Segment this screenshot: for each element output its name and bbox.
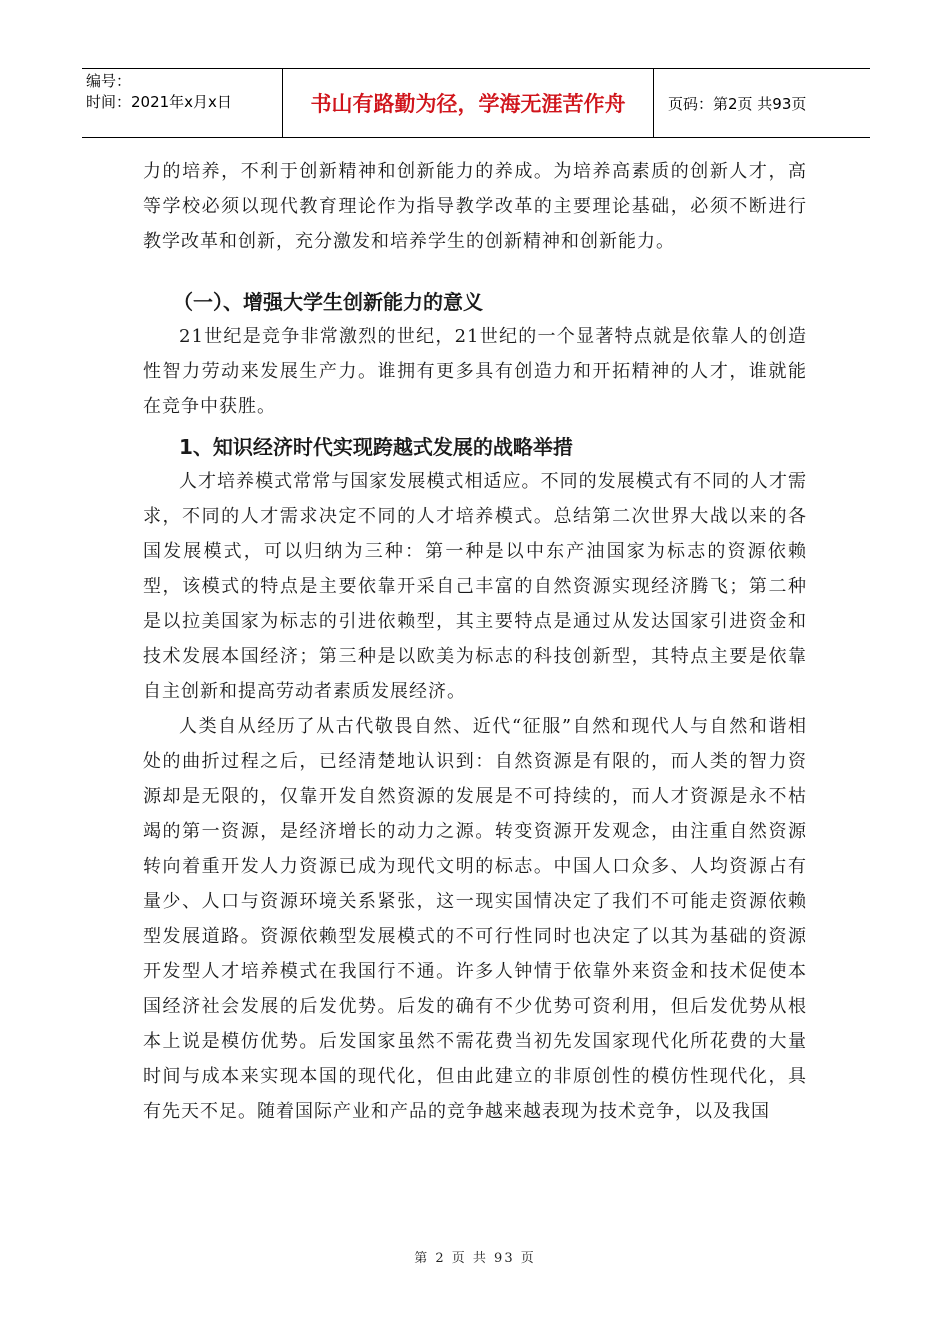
header-motto: 书山有路勤为径，学海无涯苦作舟 (282, 69, 654, 137)
paragraph-human-resources: 人类自从经历了从古代敬畏自然、近代“征服”自然和现代人与自然和谐相处的曲折过程之后，已经清楚地认识到：自然资源是有限的，而人类的智力资源却是无限的，仅靠开发自然资源的发展是不可持续的，而人才资源是永不枯竭的第一资源，是经济增长的动力之源。转变资源开发观念，由注重自然资源转向着重开发人力资源已成为现代文明的标志。中国人口众多、人均资源占有量少、人口与资源环境关系紧张，这一现实国情决定了我们不可能走资源依赖型发展道路。资源依赖型发展模式的不可行性同时也决定了以其为基础的资源开发型人才培养模式在我国行不通。许多人钟情于依靠外来资金和技术促使本国经济社会发展的后发优势。后发的确有不少优势可资利用，但后发优势从根本上说是模仿优势。后发国家虽然不需花费当初先发国家现代化所花费的大量时间与成本来实现本国的现代化，但由此建立的非原创性的模仿性现代化，具有先天不足。随着国际产业和产品的竞争越来越表现为技术竞争，以及我国 (143, 716, 807, 1122)
paragraph-development-models: 人才培养模式常常与国家发展模式相适应。不同的发展模式有不同的人才需求，不同的人才需求决定不同的人才培养模式。总结第二次世界大战以来的各国发展模式，可以归纳为三种：第一种是以中东产油国家为标志的资源依赖型，该模式的特点是主要依靠开采自己丰富的自然资源实现经济腾飞；第二种是以拉美国家为标志的引进依赖型，其主要特点是通过从发达国家引进资金和技术发展本国经济；第三种是以欧美为标志的科技创新型，其特点主要是依靠自主创新和提高劳动者素质发展经济。 (143, 471, 807, 702)
section-heading-significance: （一）、增强大学生创新能力的意义 (173, 290, 483, 314)
subsection-heading-strategy: 1、知识经济时代实现跨越式发展的战略举措 (179, 435, 573, 459)
document-number-label: 编号： (86, 72, 132, 90)
header-meta (82, 69, 282, 137)
paragraph-continued: 力的培养，不利于创新精神和创新能力的养成。为培养高素质的创新人才，高等学校必须以现代教育理论作为指导教学改革的主要理论基础，必须不断进行教学改革和创新，充分激发和培养学生的创新精神和创新能力。 (143, 161, 807, 252)
document-body (143, 154, 807, 1129)
header-page-code: 页码：第2页 共93页 (668, 94, 807, 113)
paragraph-21st-century: 21世纪是竞争非常激烈的世纪，21世纪的一个显著特点就是依靠人的创造性智力劳动来发展生产力。谁拥有更多具有创造力和开拓精神的人才，谁就能在竞争中获胜。 (143, 326, 807, 417)
page-footer: 第 2 页 共 93 页 (414, 1251, 536, 1266)
page-header (82, 68, 870, 138)
document-date: 时间：2021年x月x日 (86, 93, 232, 111)
